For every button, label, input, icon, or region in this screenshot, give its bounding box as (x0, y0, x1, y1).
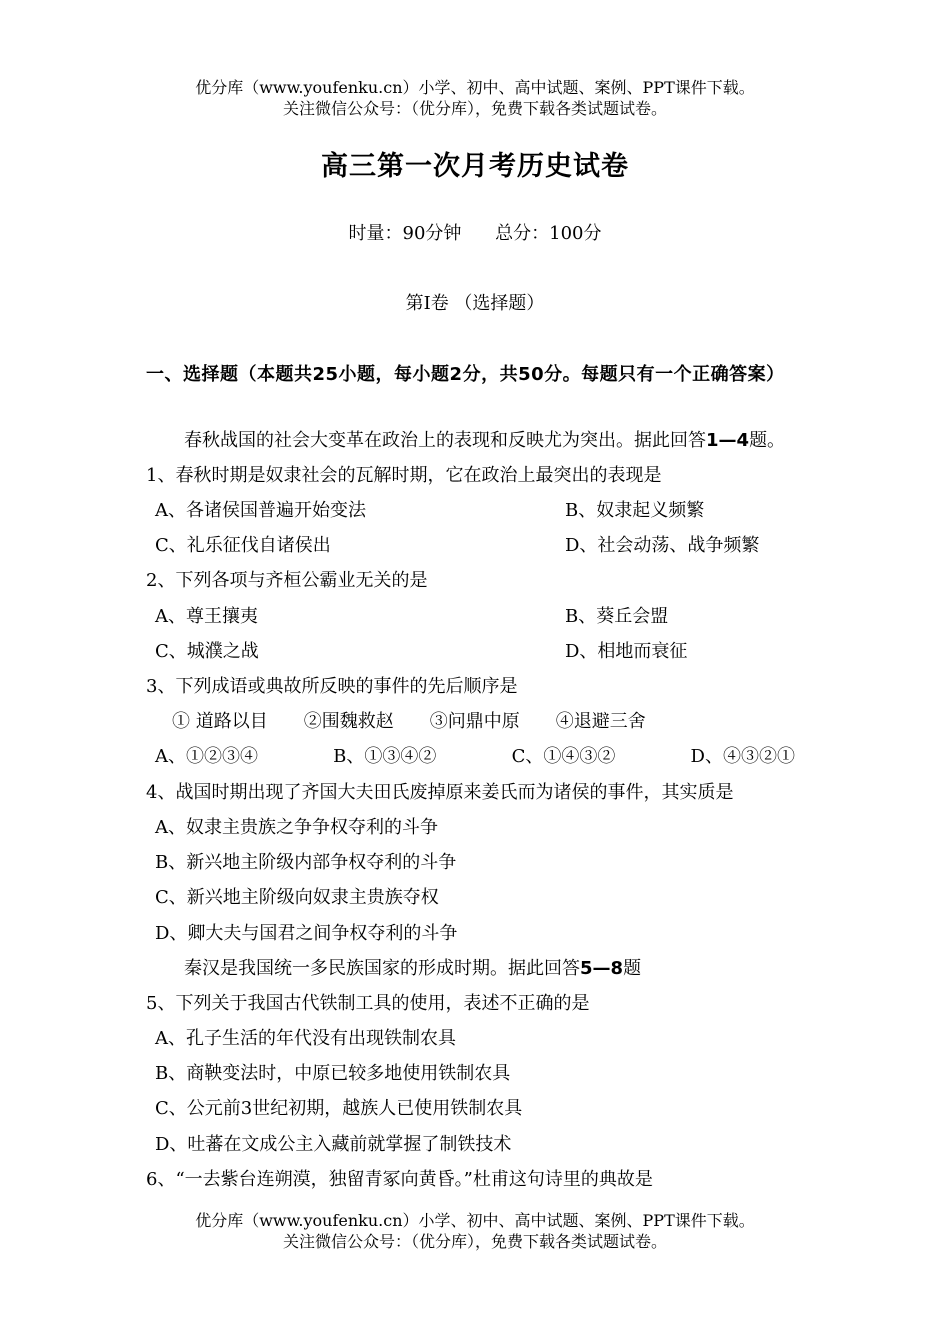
page-footer-line-1: 优分库（www.youfenku.cn）小学、初中、高中试题、案例、PPT课件下载。 (195, 1211, 755, 1230)
question-2-option-b: B、葵丘会盟 (565, 606, 669, 627)
question-5-option-a: A、孔子生活的年代没有出现铁制农具 (155, 1028, 456, 1049)
volume-heading: 第Ⅰ卷 （选择题） (405, 293, 545, 314)
question-3-option-a: A、①②③④ (155, 746, 258, 767)
question-4-stem: 4、战国时期出现了齐国大夫田氏废掉原来姜氏而为诸侯的事件，其实质是 (146, 782, 734, 803)
question-3-stem: 3、下列成语或典故所反映的事件的先后顺序是 (146, 676, 518, 697)
intro-suffix: 题 (623, 958, 642, 979)
section-heading: 一、选择题（本题共25小题，每小题2分，共50分。每题只有一个正确答案） (146, 364, 785, 385)
question-3-option-c: C、①④③② (511, 746, 616, 767)
exam-total: 总分：100分 (495, 223, 602, 244)
question-5-option-c: C、公元前3世纪初期，越族人已使用铁制农具 (155, 1098, 523, 1119)
intro-paragraph-1 (184, 429, 785, 453)
question-3-option-b: B、①③④② (333, 746, 437, 767)
exam-meta (0, 219, 950, 245)
question-5-option-b: B、商鞅变法时，中原已较多地使用铁制农具 (155, 1063, 511, 1084)
question-5-stem: 5、下列关于我国古代铁制工具的使用，表述不正确的是 (146, 993, 590, 1014)
intro-range: 1—4 (706, 430, 750, 451)
question-2-option-a: A、尊王攘夷 (155, 606, 258, 627)
page-footer-line-2: 关注微信公众号：（优分库），免费下载各类试题试卷。 (282, 1232, 667, 1251)
question-4-option-a: A、奴隶主贵族之争争权夺利的斗争 (155, 817, 438, 838)
question-3-items: ① 道路以目 ②围魏救赵 ③问鼎中原 ④退避三舍 (172, 711, 646, 732)
page-header-line-2: 关注微信公众号：（优分库），免费下载各类试题试卷。 (282, 99, 667, 118)
question-4-option-d: D、卿大夫与国君之间争权夺利的斗争 (155, 923, 458, 944)
question-2-option-c: C、城濮之战 (155, 641, 259, 662)
intro-paragraph-2 (184, 957, 641, 981)
question-3-options (155, 745, 795, 769)
question-1-stem: 1、春秋时期是奴隶社会的瓦解时期，它在政治上最突出的表现是 (146, 465, 662, 486)
question-1-option-d: D、社会动荡、战争频繁 (565, 535, 760, 556)
exam-title: 高三第一次月考历史试卷 (321, 151, 629, 182)
question-2-stem: 2、下列各项与齐桓公霸业无关的是 (146, 570, 428, 591)
question-2-option-d: D、相地而衰征 (565, 641, 688, 662)
question-4-option-c: C、新兴地主阶级向奴隶主贵族夺权 (155, 887, 439, 908)
page-header-line-1: 优分库（www.youfenku.cn）小学、初中、高中试题、案例、PPT课件下载。 (195, 78, 755, 97)
question-1-option-c: C、礼乐征伐自诸侯出 (155, 535, 331, 556)
intro-text: 春秋战国的社会大变革在政治上的表现和反映尤为突出。据此回答 (184, 430, 706, 451)
question-6-stem: 6、“一去紫台连朔漠，独留青冢向黄昏。”杜甫这句诗里的典故是 (146, 1169, 653, 1190)
question-1-option-a: A、各诸侯国普遍开始变法 (155, 500, 366, 521)
exam-time: 时量：90分钟 (348, 223, 462, 244)
question-5-option-d: D、吐蕃在文成公主入藏前就掌握了制铁技术 (155, 1134, 512, 1155)
question-4-option-b: B、新兴地主阶级内部争权夺利的斗争 (155, 852, 457, 873)
intro-suffix: 题。 (749, 430, 786, 451)
question-1-option-b: B、奴隶起义频繁 (565, 500, 705, 521)
question-3-option-d: D、④③②① (690, 746, 795, 767)
intro-text: 秦汉是我国统一多民族国家的形成时期。据此回答 (184, 958, 580, 979)
intro-range: 5—8 (580, 958, 624, 979)
